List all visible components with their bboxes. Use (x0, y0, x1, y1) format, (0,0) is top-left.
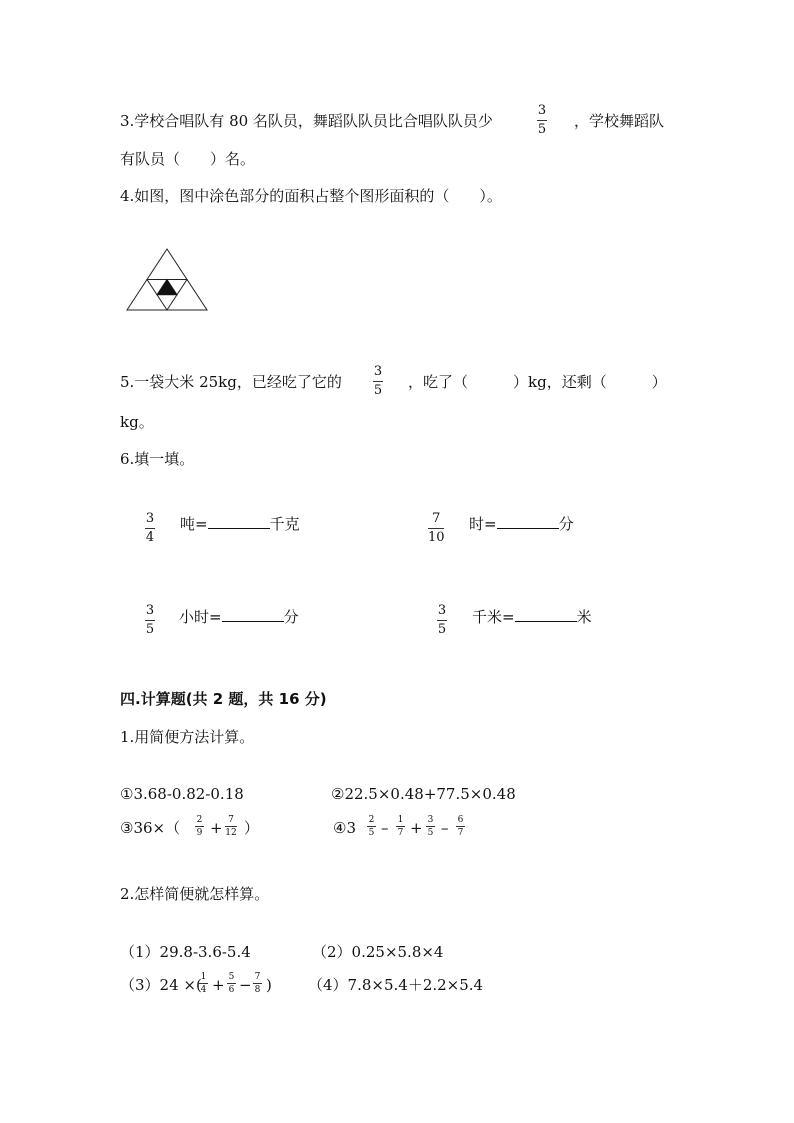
q3-line1-a: 3.学校合唱队有 80 名队员，舞蹈队队员比合唱队队员少 (120, 112, 493, 130)
c1-problem-4: ④3 (333, 819, 356, 837)
c2-problem-3: （3）24 ×( (120, 976, 202, 994)
c1-p3-frac1: 2 9 (196, 815, 203, 838)
q4-text: 4.如图，图中涂色部分的面积占整个图形面积的（ ）。 (120, 187, 502, 205)
q6-item1-fraction: 3 4 (145, 511, 155, 545)
q6-item2-unit: 分 (558, 515, 574, 533)
c2-problem-4: （4）7.8×5.4＋2.2×5.4 (308, 976, 484, 994)
c1-p4-frac2: 1 7 (397, 815, 404, 838)
c2-p3-op2: − (239, 976, 252, 994)
q6-item4-blank[interactable] (515, 607, 577, 622)
q5-line2: kg。 (120, 413, 154, 431)
q6-item1-unit: 千克 (269, 515, 300, 533)
c2-problem-2: （2）0.25×5.8×4 (312, 943, 444, 961)
c1-p3-op: + (210, 819, 223, 837)
c1-p4-op3: – (441, 819, 449, 837)
q5-text-a: 5.一袋大米 25kg，已经吃了它的 (120, 373, 342, 391)
q6-title: 6.填一填。 (120, 450, 195, 468)
q3-fraction-den: 5 (537, 122, 547, 137)
section4-title: 四.计算题(共 2 题，共 16 分) (120, 690, 327, 708)
c1-problem-2: ②22.5×0.48+77.5×0.48 (331, 785, 516, 803)
q6-item2 (469, 514, 574, 534)
triangle-figure (126, 248, 208, 312)
q6-item1 (180, 514, 300, 534)
q3-fraction-num: 3 (537, 103, 547, 118)
c1-problem-1: ①3.68-0.82-0.18 (120, 785, 244, 803)
c1-problem-3: ③36×（ (120, 819, 181, 837)
c2-p3-frac1: 1 4 (200, 972, 207, 995)
c1-p3-frac2: 7 12 (225, 815, 237, 838)
q3-line1-b: ，学校舞蹈队 (574, 112, 665, 130)
c1-p4-op2: + (410, 819, 423, 837)
c1-p4-frac1: 2 5 (368, 815, 375, 838)
q5-fraction (373, 365, 383, 398)
q3-line2: 有队员（ ）名。 (120, 150, 256, 168)
q5-fraction-num: 3 (373, 364, 383, 379)
c1-p4-frac4: 6 7 (457, 815, 464, 838)
q6-item2-label: 时= (469, 515, 497, 533)
q6-item2-blank[interactable] (497, 514, 559, 529)
q6-item3-fraction: 3 5 (145, 603, 155, 637)
c2-problem-1: （1）29.8-3.6-5.4 (120, 943, 251, 961)
q6-item3-label: 小时= (179, 608, 222, 626)
q6-item4 (472, 607, 592, 627)
c1-p4-op1: – (381, 819, 389, 837)
q5-text-b: ，吃了（ ）kg，还剩（ ） (408, 373, 667, 391)
c1-title: 1.用简便方法计算。 (120, 728, 255, 746)
q6-item2-fraction: 7 10 (428, 511, 445, 545)
q6-item4-unit: 米 (576, 608, 592, 626)
q3-fraction (537, 104, 547, 137)
q6-item3-unit: 分 (283, 608, 299, 626)
c1-p4-frac3: 3 5 (427, 815, 434, 838)
c2-title: 2.怎样简便就怎样算。 (120, 885, 270, 903)
q6-item1-blank[interactable] (208, 514, 270, 529)
q5-fraction-den: 5 (373, 383, 383, 398)
q6-item4-label: 千米= (472, 608, 515, 626)
q6-item3 (179, 607, 299, 627)
c1-p3-close: ） (244, 819, 260, 837)
c2-p3-frac3: 7 8 (254, 972, 261, 995)
shaded-triangle (157, 280, 177, 295)
q6-item4-fraction: 3 5 (437, 603, 447, 637)
c2-p3-op1: + (212, 976, 225, 994)
q6-item3-blank[interactable] (222, 607, 284, 622)
q6-item1-label: 吨= (180, 515, 208, 533)
c2-p3-frac2: 5 6 (228, 972, 235, 995)
c2-p3-close: ) (266, 976, 272, 994)
